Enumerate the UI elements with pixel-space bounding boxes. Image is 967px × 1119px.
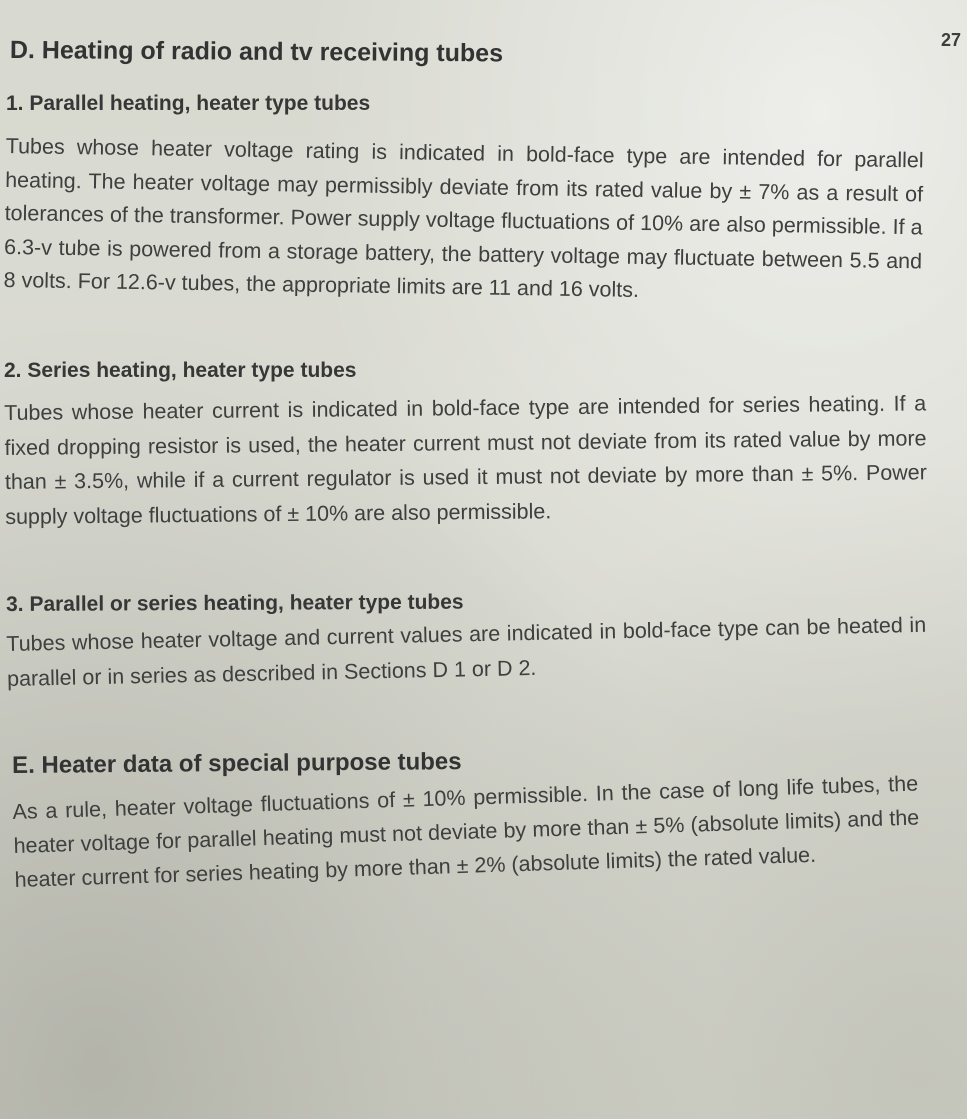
section-e-heading: E. Heater data of special purpose tubes (12, 748, 462, 779)
page-number: 27 (940, 30, 961, 50)
subsection-3-heading: 3. Parallel or series heating, heater type tubes (6, 590, 464, 616)
subsection-1-heading: 1. Parallel heating, heater type tubes (6, 92, 371, 115)
subsection-1-paragraph: Tubes whose heater voltage rating is indicated in bold-face type are intended for parallel heating. The heater voltage may permissibly deviate from its rated value by ± 7% as a result of tolerances of the transformer. Power supply voltage fluctuations of 10% are also permissible. If a 6.3-v tube is powered from a storage battery, the battery voltage may fluctuate between 5.5 and 8 volts. For 12.6-v tubes, the appropriate limits are 11 and 16 volts. (3, 133, 924, 302)
section-e-paragraph: As a rule, heater voltage fluctuations of ± 10% permissible. In the case of long life tubes, the heater voltage for parallel heating must not deviate by more than ± 5% (absolute limits) and the heater current for series heating by more than ± 2% (absolute limits) the rated value. (12, 771, 920, 892)
subsection-2-paragraph: Tubes whose heater current is indicated in bold-face type are intended for series heating. If a fixed dropping resistor is used, the heater current must not deviate from its rated value by more than ± 3.5%, while if a current regulator is used it must not deviate by more than ± 5%. Power supply voltage fluctuations of ± 10% are also permissible. (4, 391, 927, 529)
section-d-heading: D. Heating of radio and tv receiving tubes (9, 36, 504, 68)
subsection-2-heading: 2. Series heating, heater type tubes (4, 359, 357, 382)
subsection-3-paragraph: Tubes whose heater voltage and current values are indicated in bold-face type can be heated in parallel or in series as described in Sections D 1 or D 2. (6, 612, 927, 691)
